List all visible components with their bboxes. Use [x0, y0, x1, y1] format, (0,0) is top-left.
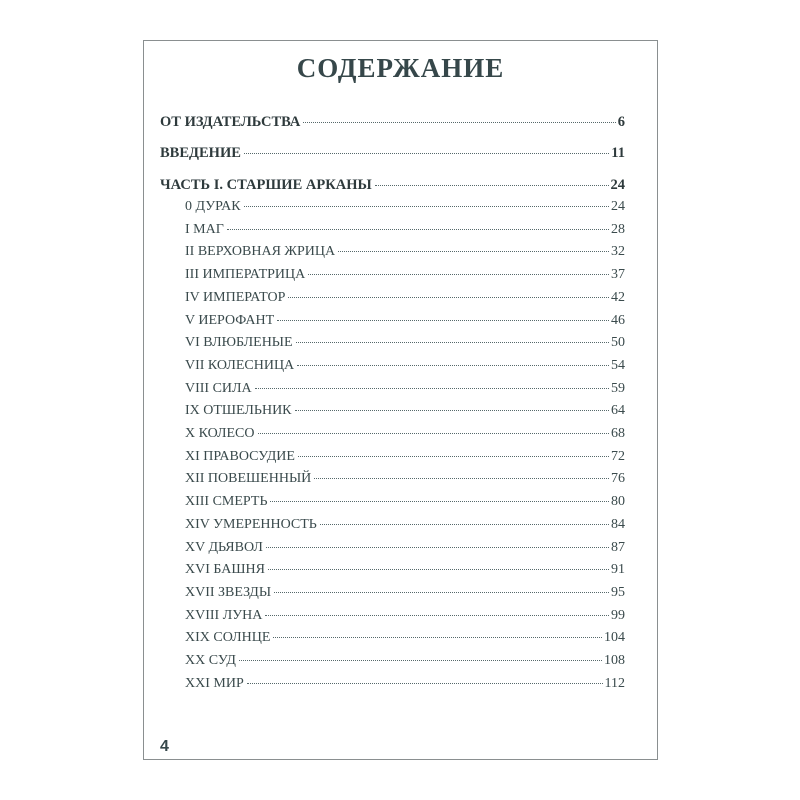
toc-entry-label: XX СУД	[185, 653, 236, 668]
toc-entry-arcana[interactable]	[185, 290, 625, 306]
toc-entry-page: 99	[611, 607, 625, 623]
toc-entry-label: VIII СИЛА	[185, 380, 252, 396]
dot-leader	[273, 633, 602, 638]
dot-leader	[314, 474, 609, 479]
document-page	[143, 40, 658, 760]
toc-entry-arcana[interactable]	[185, 199, 625, 215]
toc-entry-arcana[interactable]	[185, 517, 625, 533]
toc-entry-arcana[interactable]	[185, 313, 625, 329]
toc-entry-page: 37	[611, 267, 625, 283]
toc-entry-label: III ИМПЕРАТРИЦА	[185, 267, 306, 283]
toc-entry-page: 24	[610, 177, 625, 193]
dot-leader	[303, 118, 615, 123]
toc-entry-label: ВВЕДЕНИЕ	[160, 145, 241, 161]
toc-entry-label: 0 ДУРАК	[185, 199, 241, 214]
dot-leader	[265, 611, 609, 616]
dot-leader	[297, 361, 609, 366]
toc-entry-label: IV ИМПЕРАТОР	[185, 289, 286, 305]
toc-entry-label: VII КОЛЕСНИЦА	[185, 357, 295, 373]
toc-entry-publisher[interactable]	[160, 114, 625, 131]
toc-entry-arcana[interactable]	[185, 403, 625, 419]
toc-entry-arcana[interactable]	[185, 471, 625, 487]
dot-leader	[270, 497, 609, 502]
dot-leader	[244, 149, 609, 154]
dot-leader	[255, 384, 609, 389]
toc-entry-part-1[interactable]	[160, 177, 625, 194]
dot-leader	[274, 588, 609, 593]
dot-leader	[308, 270, 609, 275]
toc-entry-label: XI ПРАВОСУДИЕ	[185, 448, 295, 464]
dot-leader	[320, 520, 609, 525]
toc-entry-arcana[interactable]	[185, 608, 625, 624]
toc-entry-page: 104	[604, 630, 625, 646]
toc-entry-label: XII ПОВЕШЕННЫЙ	[185, 471, 312, 487]
toc-entry-label: VI ВЛЮБЛЕНЫЕ	[185, 335, 293, 351]
toc-entry-page: 42	[611, 289, 625, 305]
dot-leader	[288, 293, 609, 298]
toc-entry-page: 59	[611, 380, 625, 396]
toc-entry-label: X КОЛЕСО	[185, 426, 255, 441]
toc-entry-label: ОТ ИЗДАТЕЛЬСТВА	[160, 114, 301, 130]
toc-entry-page: 11	[611, 145, 625, 161]
dot-leader	[296, 338, 609, 343]
dot-leader	[338, 247, 609, 252]
toc-entry-page: 95	[611, 584, 625, 600]
toc-entry-arcana[interactable]	[185, 358, 625, 374]
toc-entry-page: 108	[604, 653, 625, 668]
toc-entry-arcana[interactable]	[185, 267, 625, 283]
toc-entry-label: I МАГ	[185, 221, 224, 237]
toc-entry-label: XXI МИР	[185, 675, 244, 691]
toc-entry-arcana[interactable]	[185, 562, 625, 578]
toc-entry-page: 46	[611, 312, 625, 328]
toc-entry-page: 76	[611, 471, 625, 487]
toc-entry-label: ЧАСТЬ I. СТАРШИЕ АРКАНЫ	[160, 177, 372, 193]
toc-entry-page: 24	[611, 199, 625, 214]
toc-entry-arcana[interactable]	[185, 244, 625, 260]
toc-entry-arcana[interactable]	[185, 494, 625, 510]
dot-leader	[268, 565, 609, 570]
toc-entry-arcana[interactable]	[185, 653, 625, 669]
toc-entry-page: 32	[611, 244, 625, 260]
page-title: СОДЕРЖАНИЕ	[296, 53, 505, 83]
toc-entry-arcana[interactable]	[185, 222, 625, 238]
toc-entry-page: 80	[611, 494, 625, 510]
toc-entry-page: 72	[611, 448, 625, 464]
toc-entry-page: 50	[611, 335, 625, 351]
toc-entry-arcana[interactable]	[185, 449, 625, 465]
toc-entry-page: 54	[611, 357, 625, 373]
toc-entry-arcana[interactable]	[185, 381, 625, 397]
toc-entry-page: 6	[617, 114, 625, 130]
toc-entry-label: XIX СОЛНЦЕ	[185, 630, 271, 646]
toc-entry-page: 112	[604, 675, 625, 691]
toc-entry-arcana[interactable]	[185, 676, 625, 692]
toc-entry-label: IX ОТШЕЛЬНИК	[185, 403, 292, 419]
dot-leader	[247, 679, 603, 684]
dot-leader	[244, 202, 609, 207]
toc-entry-page: 84	[611, 516, 625, 532]
toc-entry-label: XVI БАШНЯ	[185, 562, 265, 578]
dot-leader	[227, 225, 609, 230]
dot-leader	[375, 181, 609, 186]
dot-leader	[295, 406, 609, 411]
dot-leader	[239, 656, 602, 661]
toc-entry-page: 64	[611, 403, 625, 419]
toc-entry-label: XVIII ЛУНА	[185, 607, 263, 623]
toc-entry-arcana[interactable]	[185, 585, 625, 601]
toc-entry-label: XIII СМЕРТЬ	[185, 494, 268, 510]
toc-entry-introduction[interactable]	[160, 145, 625, 162]
toc-entry-arcana[interactable]	[185, 335, 625, 351]
toc-entry-arcana[interactable]	[185, 630, 625, 646]
dot-leader	[277, 316, 609, 321]
toc-entry-arcana[interactable]	[185, 426, 625, 442]
toc-entry-label: II ВЕРХОВНАЯ ЖРИЦА	[185, 244, 336, 260]
toc-entry-label: XV ДЬЯВОЛ	[185, 539, 263, 555]
toc-entry-page: 28	[611, 221, 625, 237]
toc-entry-page: 68	[611, 426, 625, 441]
dot-leader	[258, 429, 609, 434]
toc-entry-page: 87	[611, 539, 625, 555]
toc-entry-label: V ИЕРОФАНТ	[185, 312, 275, 328]
dot-leader	[298, 452, 609, 457]
toc-entry-arcana[interactable]	[185, 540, 625, 556]
dot-leader	[266, 543, 609, 548]
page-number: 4	[160, 738, 169, 755]
toc-entry-label: XIV УМЕРЕННОСТЬ	[185, 516, 317, 532]
toc-entry-label: XVII ЗВЕЗДЫ	[185, 584, 272, 600]
toc-entry-page: 91	[611, 562, 625, 578]
